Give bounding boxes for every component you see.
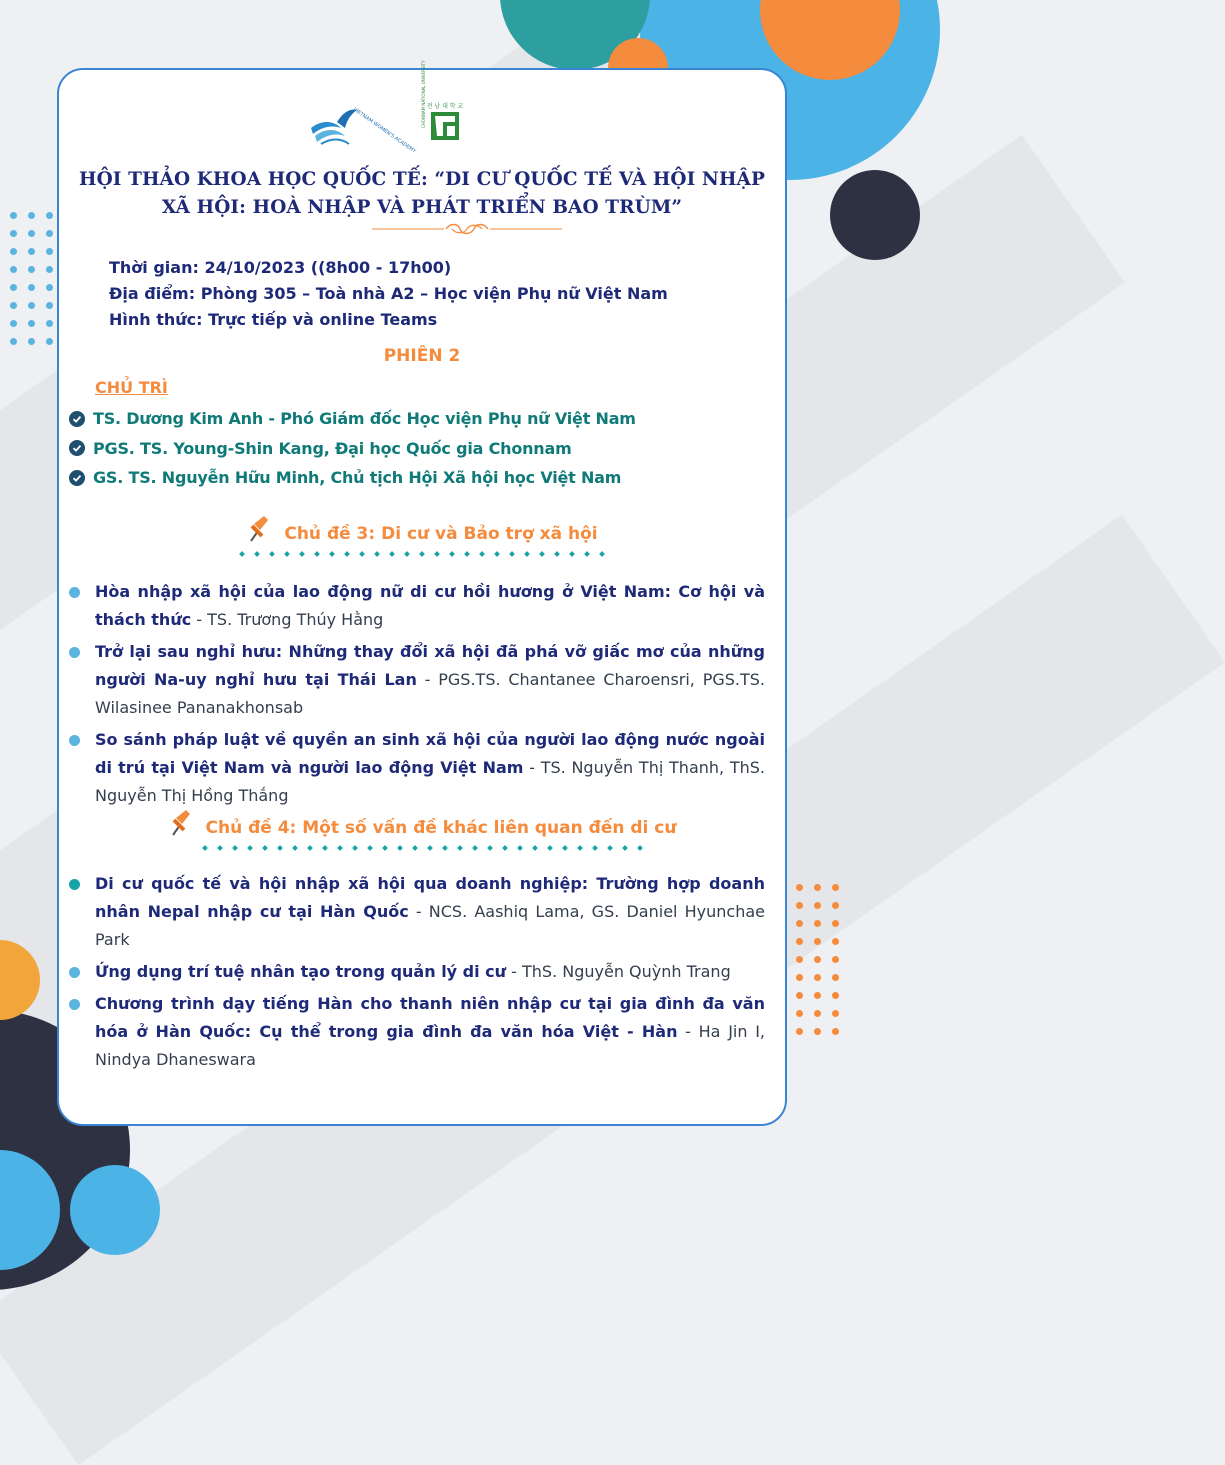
bg-dot (814, 1028, 821, 1035)
ornament-divider (372, 222, 562, 236)
presentation-authors: - Ha Jin I, Nindya Dhaneswara (95, 1022, 766, 1069)
presentation-item (69, 638, 765, 722)
bg-dot (814, 992, 821, 999)
bg-dot (796, 1028, 803, 1035)
bg-dot (10, 230, 17, 237)
bg-dot (832, 956, 839, 963)
bullet-icon (69, 587, 80, 598)
bg-dot (46, 230, 53, 237)
bg-dot (28, 266, 35, 273)
topic-label: Chủ đề 3: Di cư và Bảo trợ xã hội (284, 524, 598, 544)
presentation-item (69, 578, 765, 634)
bg-dot (28, 320, 35, 327)
chonnam-national-university-logo (415, 60, 475, 158)
bg-dot (10, 320, 17, 327)
topic-label: Chủ đề 4: Một số vấn đề khác liên quan đến di cư (205, 818, 677, 838)
chair-item (69, 404, 636, 434)
bg-dots-orange (796, 884, 839, 1035)
bg-dot (28, 302, 35, 309)
svg-text:전 남 대 학 교: 전 남 대 학 교 (426, 103, 464, 110)
presentation-title: Trở lại sau nghỉ hưu: Những thay đổi xã hội đã phá vỡ giấc mơ của những người Na-uy nghỉ hưu tại Thái Lan (95, 642, 765, 689)
bg-dot (814, 920, 821, 927)
chair-item (69, 463, 636, 493)
bg-dot (832, 1010, 839, 1017)
bg-dot (832, 1028, 839, 1035)
topic-3-items (69, 578, 765, 814)
svg-text:VIETNAM WOMEN'S ACADEMY: VIETNAM WOMEN'S ACADEMY (351, 106, 417, 155)
presentation-authors: - TS. Nguyễn Thị Thanh, ThS. Nguyễn Thị Hồng Thắng (95, 758, 766, 805)
presentation-title: Di cư quốc tế và hội nhập xã hội qua doanh nghiệp: Trường hợp doanh nhân Nepal nhập cư tại Hàn Quốc (95, 874, 765, 921)
event-meta (109, 255, 668, 333)
dotted-divider (59, 552, 785, 556)
bg-dot (10, 338, 17, 345)
bg-dot (832, 992, 839, 999)
bg-circle-dark (830, 170, 920, 260)
bullet-icon (69, 735, 80, 746)
bg-circle-blue-bottom-2 (70, 1165, 160, 1255)
chairs-list (69, 404, 636, 493)
presentation-authors: - TS. Trương Thúy Hằng (191, 610, 384, 629)
bg-dot (796, 956, 803, 963)
bg-dot (28, 230, 35, 237)
bg-dot (796, 974, 803, 981)
dotted-divider (59, 846, 785, 850)
bg-dot (46, 212, 53, 219)
presentation-title: So sánh pháp luật về quyền an sinh xã hội của người lao động nước ngoài di trú tại Việt Nam và người lao động Việt Nam (95, 730, 765, 777)
bg-dot (796, 884, 803, 891)
bg-dot (28, 248, 35, 255)
bg-dot (28, 212, 35, 219)
bg-dot (28, 338, 35, 345)
chair-name: PGS. TS. Young-Shin Kang, Đại học Quốc gia Chonnam (93, 438, 572, 458)
bg-dot (814, 884, 821, 891)
chairs-heading: CHỦ TRÌ (95, 378, 168, 397)
pushpin-icon (246, 514, 270, 544)
event-format: Hình thức: Trực tiếp và online Teams (109, 310, 438, 329)
bg-dot (10, 248, 17, 255)
content-card (57, 60, 787, 1126)
presentation-authors: - ThS. Nguyễn Quỳnh Trang (506, 962, 731, 981)
chair-item (69, 434, 636, 464)
bg-dot (46, 284, 53, 291)
presentation-item (69, 870, 765, 954)
presentation-authors: - NCS. Aashiq Lama, GS. Daniel Hyunchae Park (95, 902, 766, 949)
logos (59, 60, 785, 158)
bg-dot (832, 920, 839, 927)
bg-dot (814, 902, 821, 909)
bullet-icon (69, 879, 80, 890)
bg-dot (28, 284, 35, 291)
svg-text:CHONNAM NATIONAL UNIVERSITY: CHONNAM NATIONAL UNIVERSITY (421, 60, 426, 128)
chair-name: TS. Dương Kim Anh - Phó Giám đốc Học viện Phụ nữ Việt Nam (93, 409, 636, 429)
bg-dot (46, 248, 53, 255)
bg-dot (832, 938, 839, 945)
topic-header-4 (59, 808, 785, 850)
topic-4-items (69, 870, 765, 1078)
bullet-icon (69, 647, 80, 658)
bg-dot (46, 338, 53, 345)
bg-dot (814, 956, 821, 963)
bullet-icon (69, 967, 80, 978)
bg-dot (10, 266, 17, 273)
presentation-item (69, 990, 765, 1074)
presentation-title: Chương trình dạy tiếng Hàn cho thanh niên nhập cư tại gia đình đa văn hóa ở Hàn Quốc: Cụ thể trong gia đình đa văn hóa Việt - Hàn (95, 994, 765, 1041)
bg-dot (796, 920, 803, 927)
presentation-authors: - PGS.TS. Chantanee Charoensri, PGS.TS. Wilasinee Pananakhonsab (95, 670, 765, 717)
title-line-1: HỘI THẢO KHOA HỌC QUỐC TẾ: “DI CƯ QUỐC TẾ VÀ HỘI NHẬP (78, 169, 765, 190)
bg-dot (46, 266, 53, 273)
topic-header-3 (59, 514, 785, 556)
event-venue: Địa điểm: Phòng 305 – Toà nhà A2 – Học viện Phụ nữ Việt Nam (109, 284, 668, 303)
pushpin-icon (168, 808, 192, 838)
bg-dot (46, 320, 53, 327)
presentation-title: Hòa nhập xã hội của lao động nữ di cư hồi hương ở Việt Nam: Cơ hội và thách thức (95, 582, 765, 629)
check-badge-icon (69, 411, 85, 427)
session-title: PHIÊN 2 (383, 346, 461, 366)
presentation-item (69, 726, 765, 810)
bg-dot (814, 1010, 821, 1017)
bg-dot (796, 1010, 803, 1017)
bg-dot (832, 974, 839, 981)
bg-dot (10, 284, 17, 291)
bullet-icon (69, 999, 80, 1010)
bg-dot (832, 902, 839, 909)
presentation-title: Ứng dụng trí tuệ nhân tạo trong quản lý di cư (95, 962, 507, 981)
vietnam-womens-academy-logo (307, 98, 417, 155)
title-line-2: XÃ HỘI: HOÀ NHẬP VÀ PHÁT TRIỂN BAO TRÙM” (161, 197, 683, 218)
bg-dot (10, 212, 17, 219)
bg-dot (796, 992, 803, 999)
bg-dot (796, 902, 803, 909)
page-title (59, 166, 785, 222)
event-time: Thời gian: 24/10/2023 ((8h00 - 17h00) (109, 258, 452, 277)
check-badge-icon (69, 440, 85, 456)
chair-name: GS. TS. Nguyễn Hữu Minh, Chủ tịch Hội Xã hội học Việt Nam (93, 468, 622, 488)
bg-dot (796, 938, 803, 945)
check-badge-icon (69, 470, 85, 486)
bg-dot (10, 302, 17, 309)
presentation-item (69, 958, 765, 986)
bg-dot (46, 302, 53, 309)
bg-dot (832, 884, 839, 891)
bg-dot (814, 938, 821, 945)
bg-dot (814, 974, 821, 981)
